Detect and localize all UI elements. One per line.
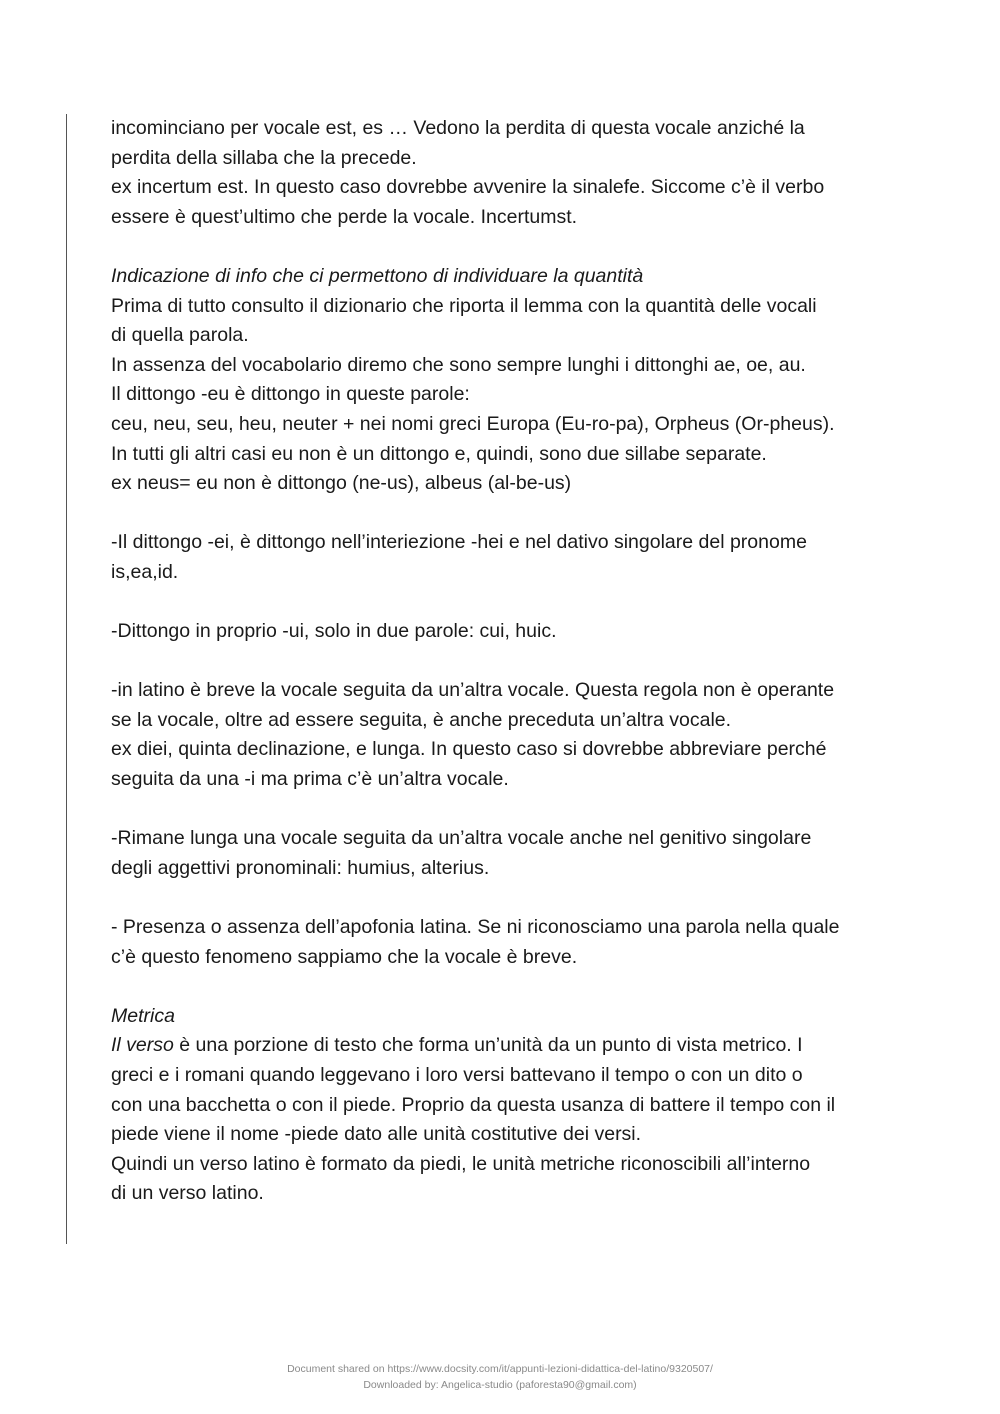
spacer [111, 232, 901, 262]
paragraph-dittongo-ui: -Dittongo in proprio -ui, solo in due parole: cui, huic. [111, 620, 557, 643]
paragraph-vocale-breve: -in latino è breve la vocale seguita da un’altra vocale. Questa regola non è operante se la vocale, oltre ad essere seguita, è anche preceduta un’altra vocale. ex diei, quinta declinazione, e lunga. In questo caso si dovrebbe abbreviare perché seguita da una -i ma prima c’è un’altra vocale. [111, 679, 835, 791]
spacer [111, 883, 901, 913]
term-il-verso: Il verso [111, 1034, 174, 1057]
paragraph-sinalefe: incominciano per vocale est, es … Vedono la perdita di questa vocale anziché la perdita della sillaba che la precede. ex incertum est. In questo caso dovrebbe avvenire la sinalefe. Siccome c’è il verbo essere è quest’ultimo che perde la vocale. Incertumst. [111, 117, 825, 228]
footer-shared-link: Document shared on https://www.docsity.com/it/appunti-lezioni-didattica-del-latino/9320507/ [287, 1363, 713, 1375]
document-body [111, 114, 901, 1209]
page-footer [0, 1361, 1000, 1393]
paragraph-dittonghi: Prima di tutto consulto il dizionario che riporta il lemma con la quantità delle vocali di quella parola. In assenza del vocabolario diremo che sono sempre lunghi i dittonghi ae, oe, au. Il dittongo -eu è dittongo in queste parole: ceu, neu, seu, heu, neuter + nei nomi greci Europa (Eu-ro-pa), Orpheus (Or-pheus). In tutti gli altri casi eu non è un dittongo e, quindi, sono due sillabe separate. ex neus= eu non è dittongo (ne-us), albeus (al-be-us) [111, 294, 835, 495]
paragraph-dittongo-ei: -Il dittongo -ei, è dittongo nell’interiezione -hei e nel dativo singolare del pronome is,ea,id. [111, 531, 807, 583]
paragraph-verso-text: è una porzione di testo che forma un’unità da un punto di vista metrico. I greci e i romani quando leggevano i loro versi battevano il tempo o con un dito o con una bacchetta o con il piede. Proprio da questa usanza di battere il tempo con il piede viene il nome -piede dato alle unità costitutive dei versi. Quindi un verso latino è formato da piedi, le unità metriche riconoscibili all’interno di un verso latino. [111, 1034, 836, 1205]
paragraph-verso [111, 1031, 901, 1209]
footer-downloaded-by: Downloaded by: Angelica-studio (paforesta90@gmail.com) [363, 1379, 637, 1391]
spacer [111, 647, 901, 677]
paragraph-vocale-lunga: -Rimane lunga una vocale seguita da un’altra vocale anche nel genitivo singolare degli aggettivi pronominali: humius, alterius. [111, 827, 812, 879]
paragraph-apofonia: - Presenza o assenza dell’apofonia latina. Se ni riconosciamo una parola nella quale c’è questo fenomeno sappiamo che la vocale è breve. [111, 916, 840, 968]
spacer [111, 972, 901, 1002]
margin-rule [66, 114, 67, 1244]
section-heading-quantita: Indicazione di info che ci permettono di individuare la quantità [111, 264, 644, 287]
section-heading-metrica: Metrica [111, 1004, 175, 1027]
spacer [111, 588, 901, 618]
spacer [111, 499, 901, 529]
spacer [111, 795, 901, 825]
